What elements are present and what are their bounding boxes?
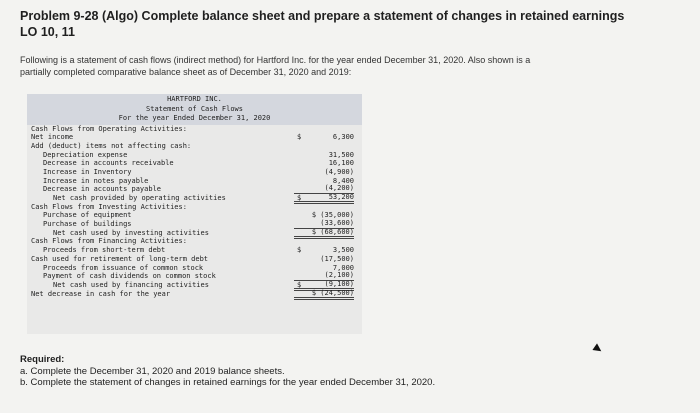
row-amount: 8,400 <box>332 176 354 185</box>
row-amount: (4,900) <box>324 167 354 176</box>
statement-row <box>27 290 362 299</box>
statement-name: Statement of Cash Flows <box>146 104 243 113</box>
company-name: HARTFORD INC. <box>167 95 222 103</box>
statement-row <box>27 237 362 246</box>
row-amount: 7,000 <box>332 263 354 272</box>
row-amount: $ (68,600) <box>294 229 354 239</box>
statement-row <box>27 177 362 186</box>
row-dollar-sign: $ <box>297 246 302 255</box>
row-label: Net cash provided by operating activities <box>53 194 226 202</box>
row-label: Increase in notes payable <box>43 176 149 185</box>
row-amount: (17,500) <box>320 254 354 263</box>
row-label: Purchase of buildings <box>43 220 132 229</box>
row-label: Net income <box>31 133 74 142</box>
statement-row <box>27 246 362 255</box>
statement-lines <box>27 125 362 299</box>
row-label: Net decrease in cash for the year <box>31 289 171 298</box>
row-amount: (4,200) <box>294 185 354 194</box>
row-label: Cash Flows from Investing Activities: <box>31 202 187 211</box>
intro-line-1: Following is a statement of cash flows (indirect method) for Hartford Inc. for the year ended December 31, 2020. Also shown is a <box>20 55 531 65</box>
statement-row <box>27 151 362 160</box>
mouse-pointer-icon <box>592 343 603 354</box>
row-dollar-sign: $ <box>297 133 302 142</box>
statement-row <box>27 203 362 212</box>
row-label: Decrease in accounts payable <box>43 185 162 194</box>
statement-row <box>27 229 362 238</box>
statement-row <box>27 168 362 177</box>
row-label: Depreciation expense <box>43 150 128 159</box>
intro-line-2: partially completed comparative balance sheet as of December 31, 2020 and 2019: <box>20 66 352 77</box>
row-amount: (33,600) <box>294 220 354 229</box>
row-label: Proceeds from short-term debt <box>43 246 166 255</box>
required-section <box>20 354 680 389</box>
title-line-2: LO 10, 11 <box>20 25 75 39</box>
row-label: Cash used for retirement of long-term debt <box>31 254 209 263</box>
statement-row <box>27 255 362 264</box>
row-label: Proceeds from issuance of common stock <box>43 263 204 272</box>
row-amount: 3,500 <box>332 246 354 255</box>
row-amount: (2,100) <box>294 272 354 281</box>
cash-flow-statement <box>27 94 362 334</box>
row-dollar-sign: $ <box>297 194 302 202</box>
row-label: Add (deduct) items not affecting cash: <box>31 141 192 150</box>
statement-row <box>27 211 362 220</box>
required-item-b: b. Complete the statement of changes in retained earnings for the year ended December 31, 2020. <box>20 377 436 388</box>
row-label: Net cash used by investing activities <box>53 228 209 237</box>
row-amount: 53,200 <box>294 194 354 204</box>
row-label: Payment of cash dividends on common stock <box>43 272 216 281</box>
intro-paragraph <box>20 55 680 78</box>
required-item-a: a. Complete the December 31, 2020 and 2019 balance sheets. <box>20 365 285 377</box>
row-dollar-sign: $ <box>297 280 302 289</box>
statement-row <box>27 159 362 168</box>
row-amount: 16,100 <box>328 159 354 168</box>
statement-row <box>27 194 362 203</box>
row-label: Cash Flows from Operating Activities: <box>31 124 187 133</box>
row-label: Net cash used by financing activities <box>53 280 209 289</box>
statement-row <box>27 272 362 281</box>
row-amount: $ (35,000) <box>311 211 354 220</box>
row-amount: 31,500 <box>328 150 354 159</box>
required-heading: Required: <box>20 354 65 365</box>
statement-row <box>27 142 362 151</box>
row-amount: 6,300 <box>332 133 354 142</box>
problem-title <box>20 8 680 40</box>
statement-row <box>27 264 362 273</box>
row-label: Increase in Inventory <box>43 167 132 176</box>
row-amount: $ (24,500) <box>294 290 354 300</box>
row-label: Cash Flows from Financing Activities: <box>31 237 187 246</box>
statement-row <box>27 133 362 142</box>
statement-row <box>27 125 362 134</box>
row-amount: (9,100) <box>294 281 354 291</box>
statement-row <box>27 185 362 194</box>
row-label: Decrease in accounts receivable <box>43 159 174 168</box>
statement-header <box>27 94 362 125</box>
row-label: Purchase of equipment <box>43 211 132 220</box>
statement-period: For the year Ended December 31, 2020 <box>118 114 271 122</box>
title-line-1: Problem 9-28 (Algo) Complete balance sheet and prepare a statement of changes in retained earnings <box>20 9 625 23</box>
